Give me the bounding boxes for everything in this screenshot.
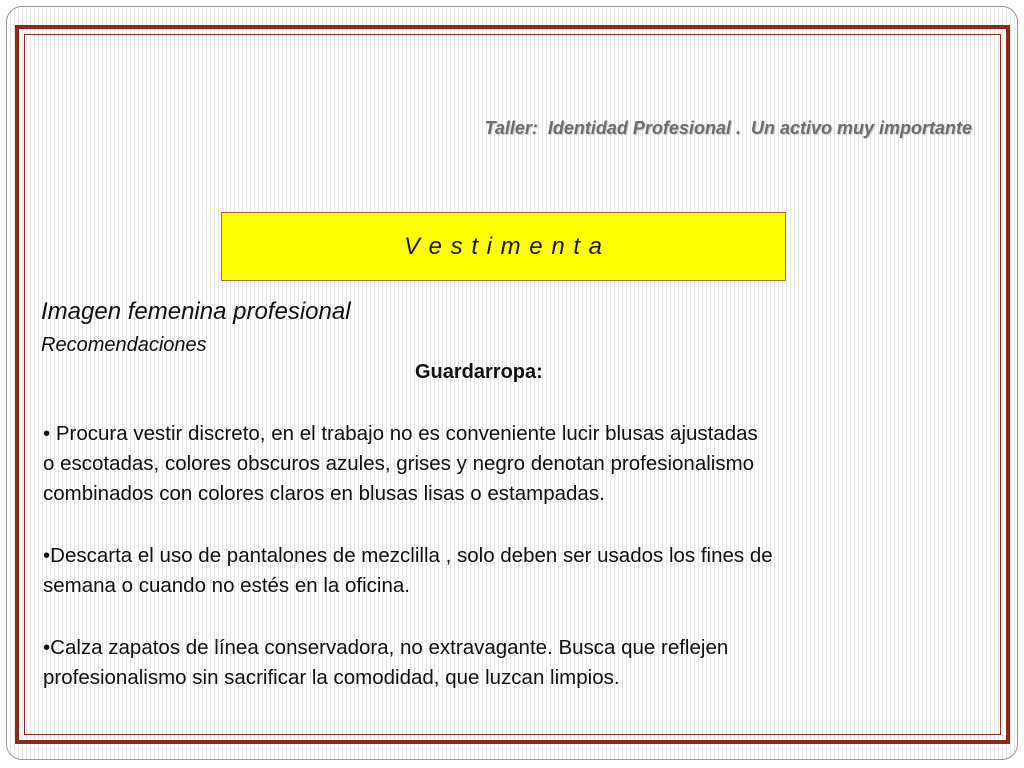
slide-frame-inner [24, 34, 1001, 735]
section-subheading: Recomendaciones [41, 334, 207, 356]
paragraph-shoes: •Calza zapatos de línea conservadora, no extravagante. Busca que reflejen profesionalismo sin sacrificar la comodidad, que luzcan limpios. [43, 636, 729, 689]
paragraph-dress: • Procura vestir discreto, en el trabajo no es conveniente lucir blusas ajustadas o escotadas, colores obscuros azules, grises y negro denotan profesionalismo combinados con colores claros en blusas lisas o estampadas. [43, 422, 758, 505]
slide-header: Taller: Identidad Profesional . Un activo muy importante [484, 118, 972, 138]
title-box [221, 212, 786, 281]
title-box-text: V e s t i m e n t a [403, 233, 604, 260]
section-heading: Imagen femenina profesional [41, 298, 351, 325]
paragraph-pants: •Descarta el uso de pantalones de mezclilla , solo deben ser usados los fines de semana o cuando no estés en la oficina. [43, 544, 773, 597]
wardrobe-label: Guardarropa: [415, 361, 543, 383]
